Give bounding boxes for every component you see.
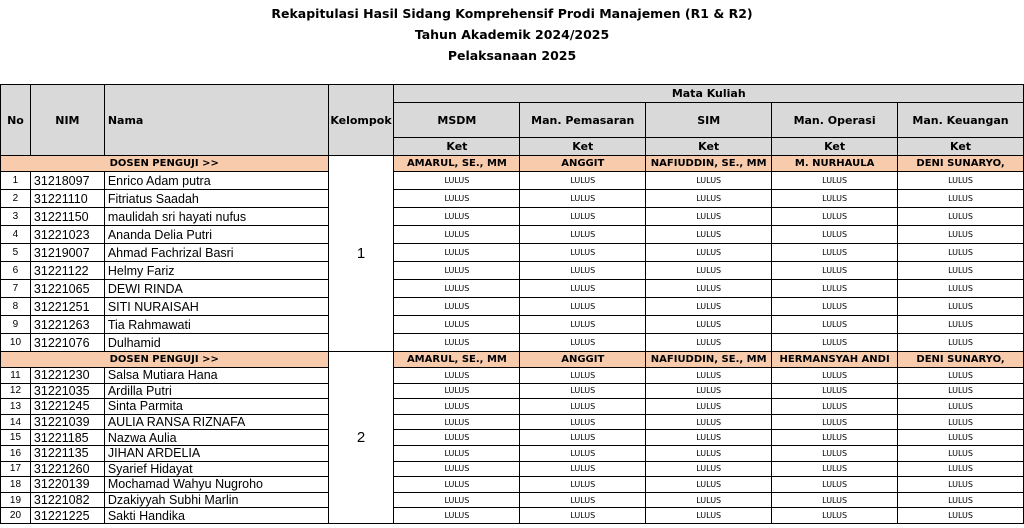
row-ket: LULUS	[520, 226, 646, 244]
dosen-name: AMARUL, SE., MM	[394, 352, 520, 368]
row-ket: LULUS	[772, 414, 898, 430]
row-ket: LULUS	[520, 280, 646, 298]
ket-header: Ket	[772, 138, 898, 156]
header-no: No	[1, 85, 31, 156]
dosen-row	[1, 156, 1024, 172]
row-ket: LULUS	[646, 445, 772, 461]
table-row	[1, 262, 1024, 280]
dosen-name: AMARUL, SE., MM	[394, 156, 520, 172]
row-ket: LULUS	[394, 226, 520, 244]
row-ket: LULUS	[898, 262, 1024, 280]
row-ket: LULUS	[520, 190, 646, 208]
dosen-penguji-label: DOSEN PENGUJI >>	[1, 352, 329, 368]
row-ket: LULUS	[772, 508, 898, 524]
row-no: 15	[1, 430, 31, 446]
row-ket: LULUS	[394, 190, 520, 208]
row-ket: LULUS	[520, 208, 646, 226]
row-ket: LULUS	[772, 208, 898, 226]
dosen-row	[1, 352, 1024, 368]
row-ket: LULUS	[520, 508, 646, 524]
row-ket: LULUS	[772, 334, 898, 352]
row-nama: AULIA RANSA RIZNAFA	[104, 414, 328, 430]
row-ket: LULUS	[520, 414, 646, 430]
row-ket: LULUS	[646, 208, 772, 226]
row-ket: LULUS	[898, 172, 1024, 190]
header-mata-kuliah: Mata Kuliah	[394, 85, 1024, 103]
row-nim: 31221035	[30, 383, 104, 399]
row-ket: LULUS	[646, 244, 772, 262]
row-ket: LULUS	[772, 316, 898, 334]
table-row	[1, 508, 1024, 524]
table-row	[1, 414, 1024, 430]
results-table	[0, 84, 1024, 524]
row-ket: LULUS	[394, 368, 520, 384]
row-ket: LULUS	[520, 368, 646, 384]
row-ket: LULUS	[520, 172, 646, 190]
row-no: 4	[1, 226, 31, 244]
course-msdm: MSDM	[394, 103, 520, 138]
dosen-name: DENI SUNARYO,	[898, 352, 1024, 368]
row-nim: 31221245	[30, 399, 104, 415]
row-ket: LULUS	[898, 414, 1024, 430]
row-ket: LULUS	[772, 262, 898, 280]
table-row	[1, 316, 1024, 334]
row-ket: LULUS	[898, 298, 1024, 316]
row-ket: LULUS	[772, 226, 898, 244]
row-nim: 31221065	[30, 280, 104, 298]
row-ket: LULUS	[646, 414, 772, 430]
table-row	[1, 383, 1024, 399]
table-body	[1, 85, 1024, 524]
row-no: 19	[1, 492, 31, 508]
row-ket: LULUS	[520, 262, 646, 280]
dosen-name: DENI SUNARYO,	[898, 156, 1024, 172]
ket-header: Ket	[394, 138, 520, 156]
row-nama: Syarief Hidayat	[104, 461, 328, 477]
row-ket: LULUS	[898, 461, 1024, 477]
row-ket: LULUS	[520, 461, 646, 477]
row-nama: Ananda Delia Putri	[104, 226, 328, 244]
row-ket: LULUS	[394, 316, 520, 334]
header-nama: Nama	[104, 85, 328, 156]
row-no: 6	[1, 262, 31, 280]
row-no: 8	[1, 298, 31, 316]
row-no: 7	[1, 280, 31, 298]
row-ket: LULUS	[394, 445, 520, 461]
ket-header: Ket	[646, 138, 772, 156]
row-ket: LULUS	[772, 430, 898, 446]
row-ket: LULUS	[898, 383, 1024, 399]
dosen-name: ANGGIT	[520, 156, 646, 172]
table-row	[1, 368, 1024, 384]
row-nim: 31221110	[30, 190, 104, 208]
row-ket: LULUS	[394, 262, 520, 280]
row-ket: LULUS	[898, 445, 1024, 461]
row-nim: 31221076	[30, 334, 104, 352]
row-ket: LULUS	[646, 383, 772, 399]
table-row	[1, 298, 1024, 316]
row-nama: JIHAN ARDELIA	[104, 445, 328, 461]
row-ket: LULUS	[520, 316, 646, 334]
row-ket: LULUS	[898, 508, 1024, 524]
row-nim: 31221230	[30, 368, 104, 384]
row-nama: Helmy Fariz	[104, 262, 328, 280]
row-nama: Salsa Mutiara Hana	[104, 368, 328, 384]
table-row	[1, 399, 1024, 415]
row-ket: LULUS	[394, 383, 520, 399]
row-nim: 31221185	[30, 430, 104, 446]
row-ket: LULUS	[520, 298, 646, 316]
row-no: 12	[1, 383, 31, 399]
row-nama: Tia Rahmawati	[104, 316, 328, 334]
row-ket: LULUS	[394, 208, 520, 226]
row-nama: Fitriatus Saadah	[104, 190, 328, 208]
row-nama: DEWI RINDA	[104, 280, 328, 298]
row-ket: LULUS	[646, 316, 772, 334]
row-nim: 31221263	[30, 316, 104, 334]
row-no: 5	[1, 244, 31, 262]
row-ket: LULUS	[394, 414, 520, 430]
row-ket: LULUS	[394, 399, 520, 415]
row-ket: LULUS	[898, 316, 1024, 334]
row-no: 13	[1, 399, 31, 415]
row-nama: maulidah sri hayati nufus	[104, 208, 328, 226]
table-row	[1, 334, 1024, 352]
row-ket: LULUS	[520, 334, 646, 352]
row-ket: LULUS	[898, 208, 1024, 226]
table-row	[1, 445, 1024, 461]
row-ket: LULUS	[520, 477, 646, 493]
row-ket: LULUS	[772, 172, 898, 190]
header-nim: NIM	[30, 85, 104, 156]
table-row	[1, 280, 1024, 298]
row-nama: Dulhamid	[104, 334, 328, 352]
row-no: 20	[1, 508, 31, 524]
row-ket: LULUS	[772, 477, 898, 493]
row-ket: LULUS	[646, 508, 772, 524]
row-nama: Nazwa Aulia	[104, 430, 328, 446]
row-ket: LULUS	[394, 172, 520, 190]
row-ket: LULUS	[646, 226, 772, 244]
row-nim: 31218097	[30, 172, 104, 190]
course-man-pemasaran: Man. Pemasaran	[520, 103, 646, 138]
table-row	[1, 172, 1024, 190]
row-nama: Ahmad Fachrizal Basri	[104, 244, 328, 262]
row-ket: LULUS	[898, 280, 1024, 298]
row-nim: 31221225	[30, 508, 104, 524]
course-man-operasi: Man. Operasi	[772, 103, 898, 138]
row-ket: LULUS	[772, 383, 898, 399]
table-row	[1, 477, 1024, 493]
row-ket: LULUS	[772, 244, 898, 262]
row-nama: Sakti Handika	[104, 508, 328, 524]
row-ket: LULUS	[394, 280, 520, 298]
table-row	[1, 190, 1024, 208]
kelompok-cell: 1	[328, 156, 394, 352]
row-ket: LULUS	[394, 334, 520, 352]
row-ket: LULUS	[520, 383, 646, 399]
row-ket: LULUS	[898, 492, 1024, 508]
row-ket: LULUS	[898, 226, 1024, 244]
row-ket: LULUS	[772, 445, 898, 461]
dosen-name: HERMANSYAH ANDI	[772, 352, 898, 368]
row-nim: 31221150	[30, 208, 104, 226]
row-ket: LULUS	[646, 262, 772, 280]
row-ket: LULUS	[394, 508, 520, 524]
dosen-name: ANGGIT	[520, 352, 646, 368]
table-row	[1, 461, 1024, 477]
row-ket: LULUS	[394, 430, 520, 446]
row-ket: LULUS	[394, 477, 520, 493]
row-no: 16	[1, 445, 31, 461]
ket-header: Ket	[898, 138, 1024, 156]
row-nama: Mochamad Wahyu Nugroho	[104, 477, 328, 493]
row-ket: LULUS	[520, 430, 646, 446]
row-ket: LULUS	[646, 298, 772, 316]
row-ket: LULUS	[772, 461, 898, 477]
dosen-name: NAFIUDDIN, SE., MM	[646, 156, 772, 172]
row-ket: LULUS	[394, 461, 520, 477]
row-ket: LULUS	[646, 190, 772, 208]
row-no: 11	[1, 368, 31, 384]
row-ket: LULUS	[772, 298, 898, 316]
row-nim: 31221122	[30, 262, 104, 280]
row-nama: Ardilla Putri	[104, 383, 328, 399]
row-ket: LULUS	[898, 334, 1024, 352]
row-ket: LULUS	[898, 477, 1024, 493]
row-ket: LULUS	[646, 492, 772, 508]
row-no: 18	[1, 477, 31, 493]
table-row	[1, 208, 1024, 226]
row-no: 17	[1, 461, 31, 477]
row-ket: LULUS	[646, 280, 772, 298]
row-ket: LULUS	[898, 190, 1024, 208]
row-nim: 31221251	[30, 298, 104, 316]
row-nama: SITI NURAISAH	[104, 298, 328, 316]
dosen-name: NAFIUDDIN, SE., MM	[646, 352, 772, 368]
row-ket: LULUS	[520, 492, 646, 508]
kelompok-cell: 2	[328, 352, 394, 524]
row-ket: LULUS	[772, 492, 898, 508]
course-man-keuangan: Man. Keuangan	[898, 103, 1024, 138]
row-ket: LULUS	[520, 445, 646, 461]
report-title: Rekapitulasi Hasil Sidang Komprehensif Prodi Manajemen (R1 & R2)	[271, 6, 753, 21]
course-sim: SIM	[646, 103, 772, 138]
row-ket: LULUS	[520, 399, 646, 415]
row-ket: LULUS	[394, 492, 520, 508]
row-no: 10	[1, 334, 31, 352]
row-no: 9	[1, 316, 31, 334]
row-ket: LULUS	[772, 368, 898, 384]
row-ket: LULUS	[646, 399, 772, 415]
row-ket: LULUS	[772, 399, 898, 415]
ket-header: Ket	[520, 138, 646, 156]
row-nim: 31219007	[30, 244, 104, 262]
table-row	[1, 492, 1024, 508]
row-nim: 31220139	[30, 477, 104, 493]
row-ket: LULUS	[898, 244, 1024, 262]
table-row	[1, 244, 1024, 262]
row-ket: LULUS	[772, 190, 898, 208]
row-ket: LULUS	[898, 430, 1024, 446]
header-row-top	[1, 85, 1024, 103]
row-nim: 31221082	[30, 492, 104, 508]
row-ket: LULUS	[646, 172, 772, 190]
table-row	[1, 430, 1024, 446]
row-nim: 31221135	[30, 445, 104, 461]
row-ket: LULUS	[646, 430, 772, 446]
row-ket: LULUS	[898, 368, 1024, 384]
academic-year: Tahun Akademik 2024/2025	[414, 27, 610, 42]
row-ket: LULUS	[646, 368, 772, 384]
row-no: 2	[1, 190, 31, 208]
implementation-year: Pelaksanaan 2025	[447, 48, 577, 63]
table-row	[1, 226, 1024, 244]
row-ket: LULUS	[646, 477, 772, 493]
row-ket: LULUS	[394, 298, 520, 316]
row-nim: 31221023	[30, 226, 104, 244]
row-ket: LULUS	[394, 244, 520, 262]
row-nama: Enrico Adam putra	[104, 172, 328, 190]
row-nim: 31221260	[30, 461, 104, 477]
dosen-name: M. NURHAULA	[772, 156, 898, 172]
dosen-penguji-label: DOSEN PENGUJI >>	[1, 156, 329, 172]
row-ket: LULUS	[772, 280, 898, 298]
row-ket: LULUS	[646, 334, 772, 352]
row-nama: Dzakiyyah Subhi Marlin	[104, 492, 328, 508]
row-nim: 31221039	[30, 414, 104, 430]
row-no: 14	[1, 414, 31, 430]
row-ket: LULUS	[646, 461, 772, 477]
row-ket: LULUS	[520, 244, 646, 262]
row-nama: Sinta Parmita	[104, 399, 328, 415]
header-kelompok: Kelompok	[328, 85, 394, 156]
row-ket: LULUS	[898, 399, 1024, 415]
row-no: 1	[1, 172, 31, 190]
row-no: 3	[1, 208, 31, 226]
